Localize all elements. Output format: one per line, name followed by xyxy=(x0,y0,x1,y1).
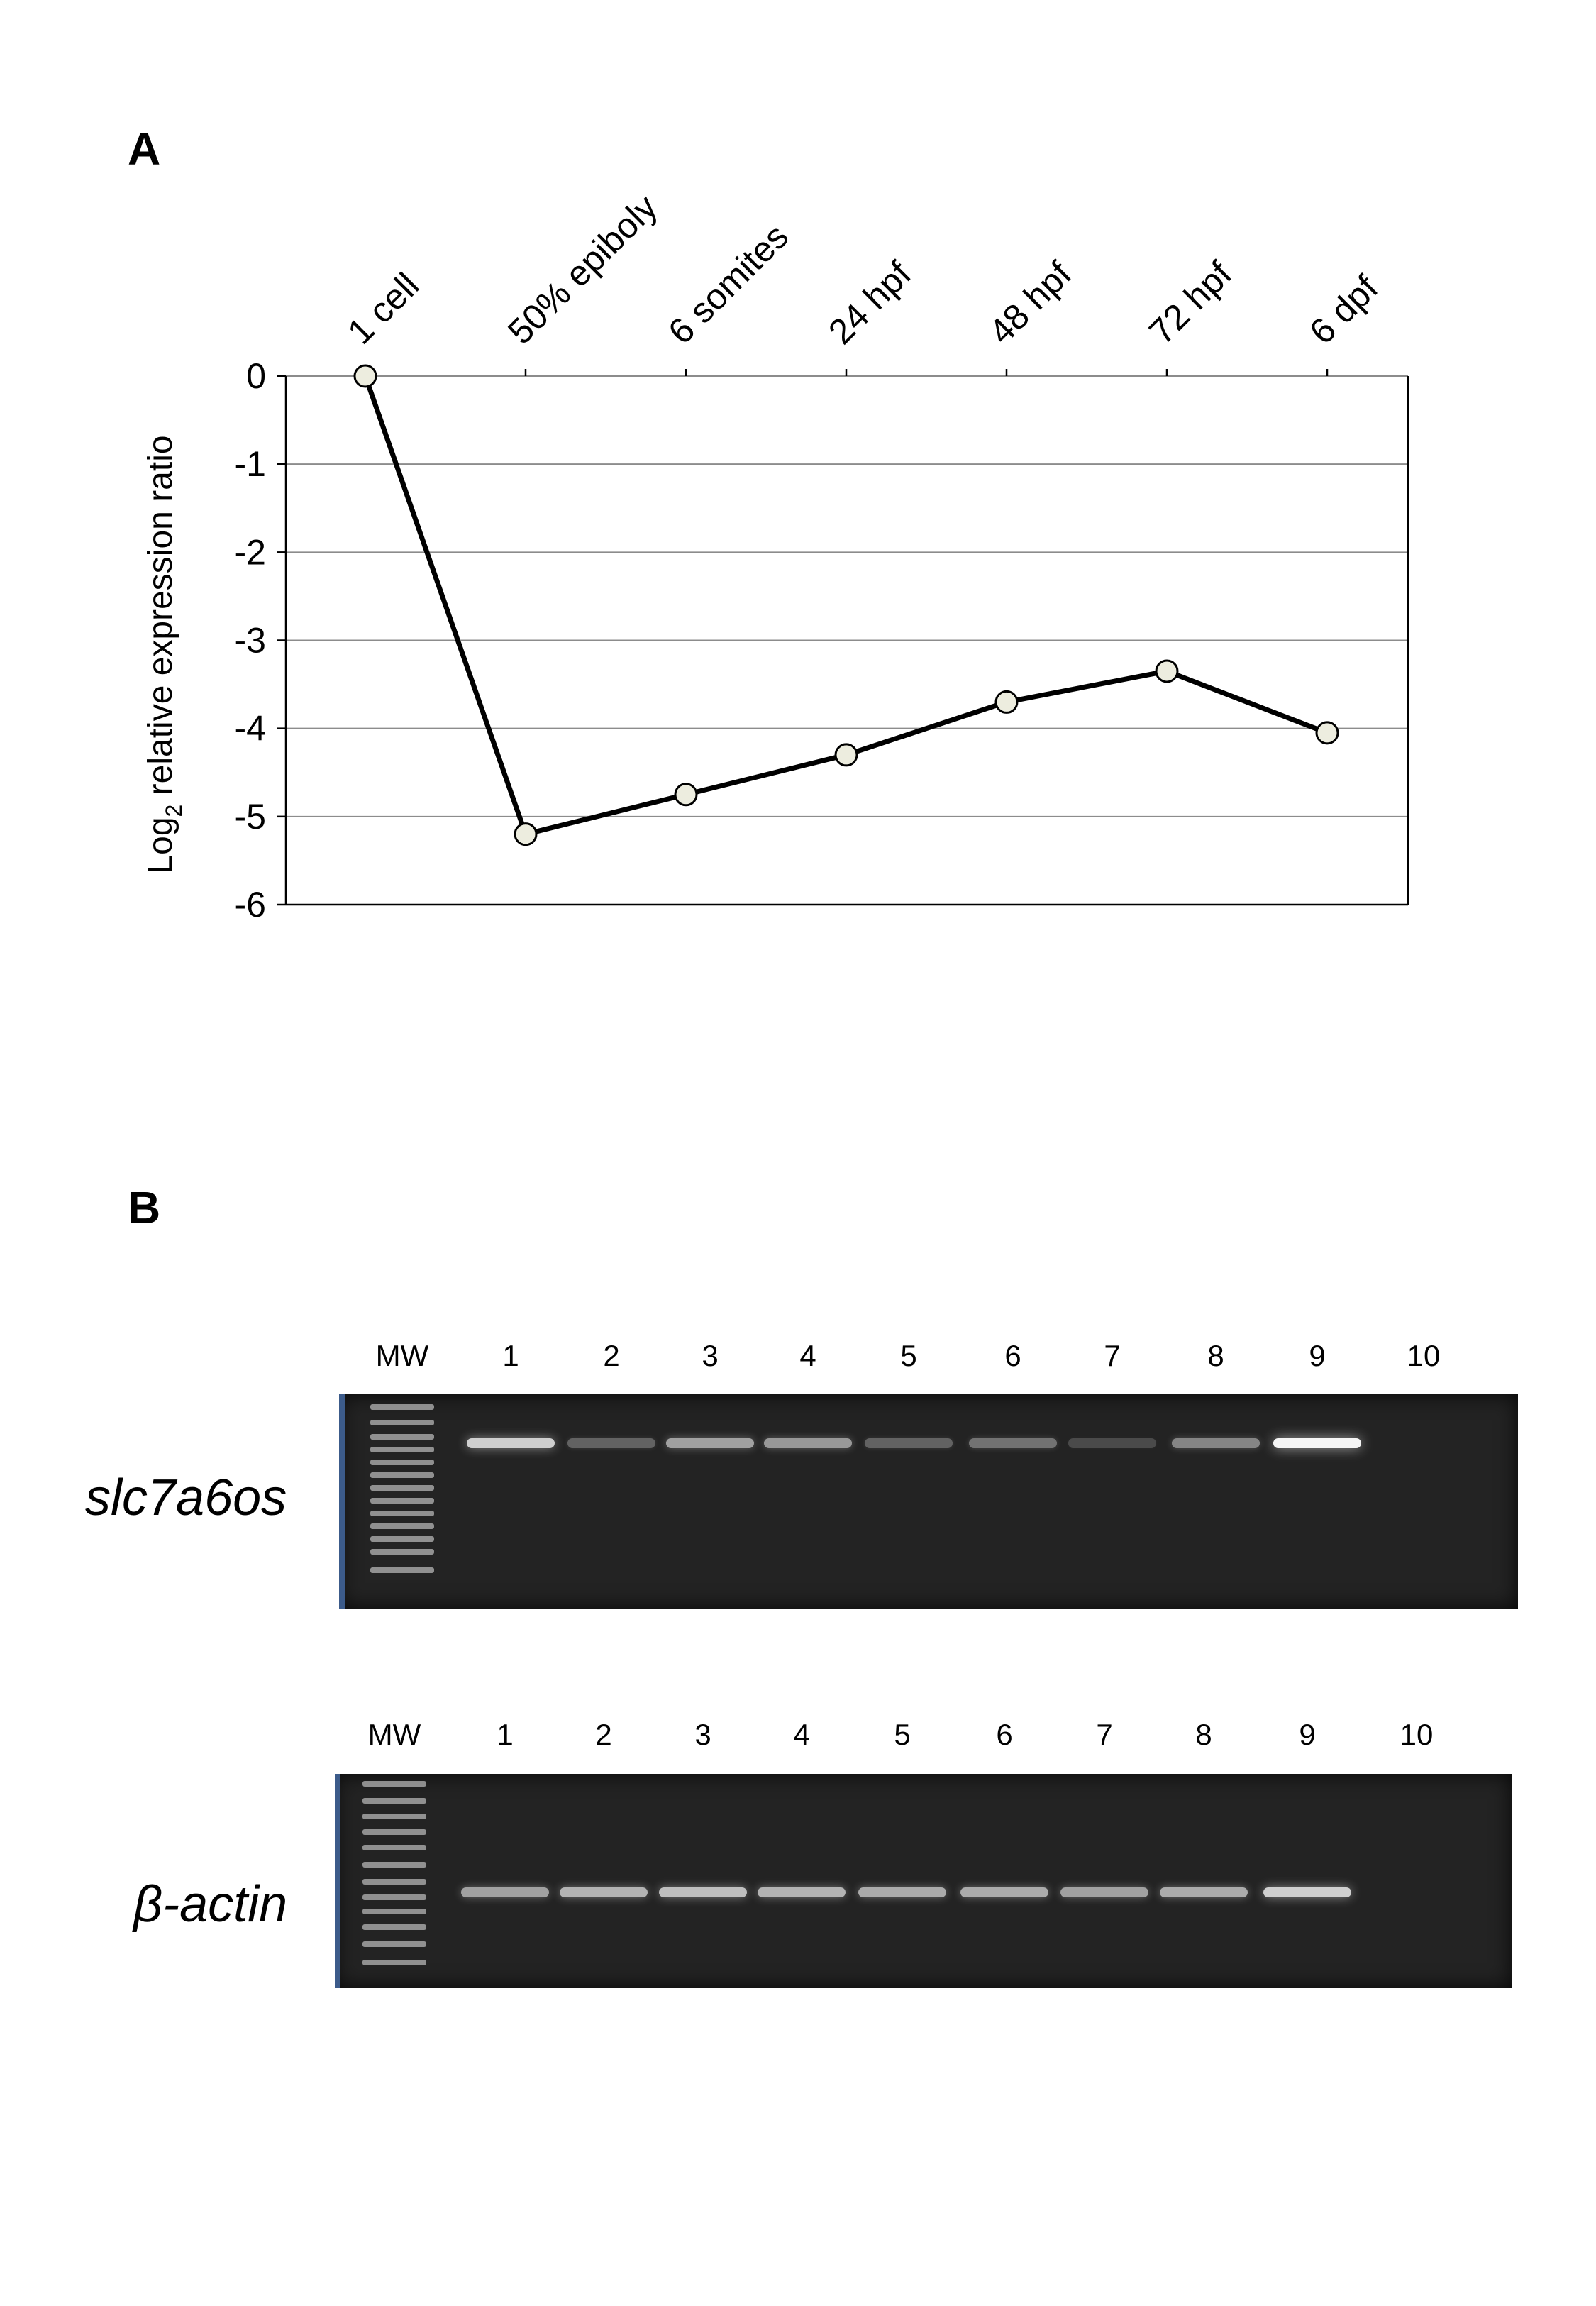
lane-label: MW xyxy=(367,1718,421,1751)
ladder-band xyxy=(362,1941,426,1947)
ladder-band xyxy=(370,1404,434,1410)
ladder-band xyxy=(370,1523,434,1529)
lane-label: 2 xyxy=(603,1339,620,1372)
panel-b-label: B xyxy=(128,1182,161,1233)
data-point xyxy=(996,691,1017,712)
y-tick-label: -3 xyxy=(234,620,266,661)
lane-label: 5 xyxy=(900,1339,917,1372)
ladder-band xyxy=(370,1420,434,1425)
x-tick-label: 50% epiboly xyxy=(500,187,665,352)
gel-band xyxy=(764,1438,852,1448)
gel-band xyxy=(560,1887,648,1897)
gel-band xyxy=(1263,1887,1351,1897)
y-tick-label: -6 xyxy=(234,885,266,925)
gel-edge xyxy=(335,1774,340,1988)
gel-title-slc7a6os: slc7a6os xyxy=(85,1469,287,1526)
ladder-band xyxy=(362,1829,426,1835)
gel-band xyxy=(858,1887,946,1897)
gel-edge xyxy=(339,1394,345,1609)
gel-band xyxy=(865,1438,953,1448)
gel-band xyxy=(1273,1438,1361,1448)
line-chart xyxy=(0,0,1596,1064)
lane-label: 9 xyxy=(1309,1339,1326,1372)
lane-label: 4 xyxy=(799,1339,816,1372)
ladder-band xyxy=(370,1549,434,1555)
ladder-band xyxy=(362,1814,426,1819)
lane-label: 4 xyxy=(793,1718,810,1751)
lane-label: 10 xyxy=(1407,1339,1441,1372)
y-tick-label: -2 xyxy=(234,532,266,573)
gel-image-beta-actin xyxy=(335,1774,1512,1988)
data-point xyxy=(1317,722,1338,744)
lane-label: 6 xyxy=(996,1718,1013,1751)
ladder-band xyxy=(362,1960,426,1965)
data-point xyxy=(515,824,536,845)
ladder-band xyxy=(362,1862,426,1868)
lane-label: 1 xyxy=(502,1339,519,1372)
ladder-band xyxy=(370,1460,434,1465)
data-point xyxy=(836,744,857,766)
gel-band xyxy=(969,1438,1057,1448)
gel-band xyxy=(461,1887,549,1897)
gel-band xyxy=(467,1438,555,1448)
lane-label: 6 xyxy=(1004,1339,1021,1372)
y-axis-title: Log$_2$ relative expression ratio xyxy=(142,435,187,874)
y-tick-label: -5 xyxy=(234,796,266,837)
ladder-band xyxy=(370,1567,434,1573)
data-point xyxy=(355,365,376,387)
ladder-band xyxy=(362,1894,426,1900)
gel-image-slc7a6os xyxy=(339,1394,1518,1609)
x-tick-label: 48 hpf xyxy=(981,253,1080,352)
data-point xyxy=(1156,661,1177,682)
ladder-band xyxy=(370,1536,434,1542)
lane-label: 5 xyxy=(894,1718,911,1751)
lane-label: 10 xyxy=(1400,1718,1434,1751)
y-tick-label: -1 xyxy=(234,444,266,485)
ladder-band xyxy=(370,1434,434,1440)
ladder-band xyxy=(362,1781,426,1787)
lane-label: 1 xyxy=(497,1718,514,1751)
ladder-band xyxy=(370,1485,434,1491)
ladder-band xyxy=(370,1447,434,1452)
x-tick-label: 6 dpf xyxy=(1302,267,1386,352)
gel-band xyxy=(1160,1887,1248,1897)
x-tick-label: 72 hpf xyxy=(1141,253,1240,352)
lane-label: 9 xyxy=(1299,1718,1316,1751)
gel-band xyxy=(666,1438,754,1448)
data-point xyxy=(675,784,697,805)
lane-label: 8 xyxy=(1207,1339,1224,1372)
y-tick-label: 0 xyxy=(246,356,266,396)
x-tick-label: 6 somites xyxy=(660,216,797,352)
lane-label: 7 xyxy=(1096,1718,1113,1751)
y-tick-label: -4 xyxy=(234,708,266,749)
lane-label: 3 xyxy=(702,1339,719,1372)
gel-band xyxy=(567,1438,655,1448)
gel-title-beta-actin: β-actin xyxy=(133,1876,288,1933)
ladder-band xyxy=(362,1845,426,1850)
gel-band xyxy=(1068,1438,1156,1448)
lane-label: MW xyxy=(375,1339,429,1372)
gel-band xyxy=(758,1887,846,1897)
lane-label: 8 xyxy=(1195,1718,1212,1751)
ladder-band xyxy=(362,1909,426,1914)
ladder-band xyxy=(370,1472,434,1478)
ladder-band xyxy=(362,1879,426,1885)
gel-band xyxy=(960,1887,1048,1897)
x-tick-label: 24 hpf xyxy=(821,253,919,352)
ladder-band xyxy=(370,1511,434,1516)
x-tick-label: 1 cell xyxy=(340,265,427,352)
lane-label: 3 xyxy=(694,1718,711,1751)
panel-a-label: A xyxy=(128,123,161,175)
gel-band xyxy=(659,1887,747,1897)
lane-label: 7 xyxy=(1104,1339,1121,1372)
ladder-band xyxy=(370,1498,434,1504)
gel-band xyxy=(1172,1438,1260,1448)
ladder-band xyxy=(362,1798,426,1804)
ladder-band xyxy=(362,1924,426,1930)
gel-band xyxy=(1060,1887,1148,1897)
lane-label: 2 xyxy=(595,1718,612,1751)
